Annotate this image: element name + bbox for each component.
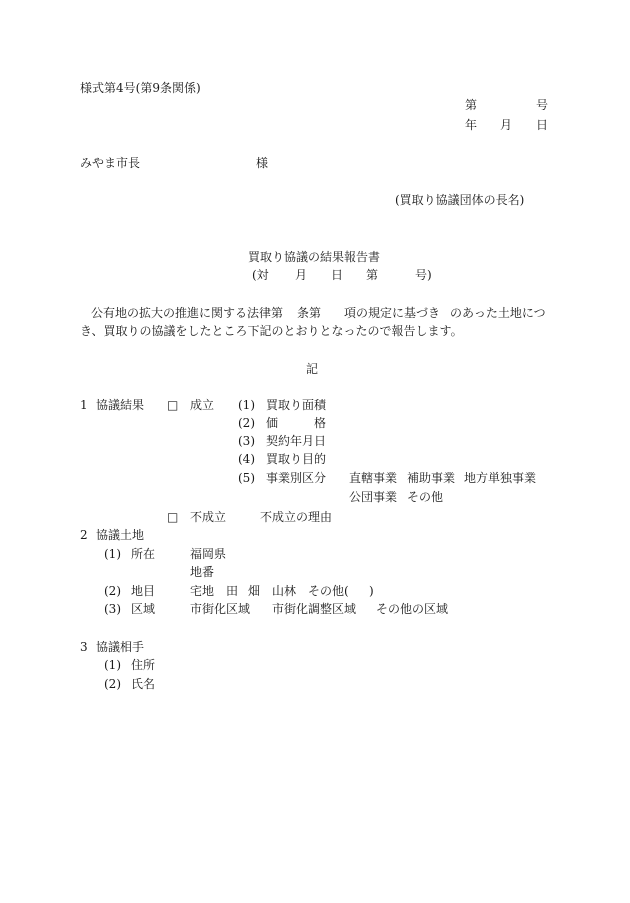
addressee-sama: 様 <box>256 156 269 170</box>
result-item-label-a: 価 <box>266 416 279 430</box>
category-chokkatsu: 直轄事業 <box>349 471 398 485</box>
location-num: (1) <box>104 547 121 561</box>
kuiki-label: 区域 <box>131 602 156 616</box>
location-chiban: 地番 <box>190 565 215 579</box>
fuseiritsu-label: 不成立 <box>190 510 227 524</box>
seiritsu-label: 成立 <box>190 398 215 412</box>
result-item-label-b: 格 <box>314 416 327 430</box>
result-item-label: 事業別区分 <box>266 471 327 485</box>
subtitle-day: 日 <box>331 268 344 282</box>
kuiki-shigaika: 市街化区域 <box>190 602 251 616</box>
doc-number-dai: 第 <box>465 98 478 112</box>
doc-date-year: 年 <box>465 118 478 132</box>
section1-label: 協議結果 <box>96 398 145 412</box>
kuiki-chosei: 市街化調整区域 <box>272 602 357 616</box>
result-item-num: (4) <box>238 452 255 466</box>
chimoku-label: 地目 <box>131 584 156 598</box>
seiritsu-checkbox: □ <box>167 398 179 412</box>
document-title: 買取り協議の結果報告書 <box>248 250 381 264</box>
chimoku-close-paren: ) <box>369 584 374 598</box>
aite-item-num: (2) <box>104 677 121 691</box>
chimoku-ta: 田 <box>226 584 239 598</box>
result-item-label: 買取り目的 <box>266 452 327 466</box>
result-item-num: (2) <box>238 416 255 430</box>
section3-num: 3 <box>80 640 88 654</box>
result-item-label: 買取り面積 <box>266 398 327 412</box>
form-id: 様式第4号(第9条関係) <box>80 81 201 95</box>
body-part-2: 条第 <box>297 306 322 320</box>
section2-num: 2 <box>80 528 88 542</box>
result-item-num: (3) <box>238 434 255 448</box>
body-part-3: 項の規定に基づき <box>344 306 441 320</box>
chimoku-sonota: その他( <box>308 584 349 598</box>
doc-date-day: 日 <box>536 118 549 132</box>
chimoku-sanrin: 山林 <box>272 584 297 598</box>
result-item-num: (1) <box>238 398 255 412</box>
subtitle-open: (対 <box>252 268 269 282</box>
category-kodan: 公団事業 <box>349 490 398 504</box>
doc-date-month: 月 <box>500 118 513 132</box>
location-pref: 福岡県 <box>190 547 227 561</box>
body-part-1: 公有地の拡大の推進に関する法律第 <box>91 306 284 320</box>
result-item-label: 契約年月日 <box>266 434 327 448</box>
aite-shimei: 氏名 <box>131 677 156 691</box>
body-part-4: のあった土地につ <box>450 306 546 320</box>
chimoku-hata: 畑 <box>248 584 261 598</box>
aite-item-num: (1) <box>104 658 121 672</box>
section2-label: 協議土地 <box>96 528 145 542</box>
ki-heading: 記 <box>306 362 319 376</box>
chimoku-num: (2) <box>104 584 121 598</box>
category-hojo: 補助事業 <box>407 471 456 485</box>
kuiki-sonota: その他の区域 <box>376 602 449 616</box>
section1-num: 1 <box>80 398 88 412</box>
subtitle-month: 月 <box>295 268 308 282</box>
category-chiho-tandoku: 地方単独事業 <box>464 471 537 485</box>
body-line-2: き、買取りの協議をしたところ下記のとおりとなったので報告します。 <box>80 324 463 338</box>
subtitle-dai: 第 <box>366 268 379 282</box>
category-sonota: その他 <box>407 490 444 504</box>
addressee-name: みやま市長 <box>80 156 141 170</box>
fuseiritsu-checkbox: □ <box>167 510 179 524</box>
subtitle-go: 号) <box>415 268 432 282</box>
kuiki-num: (3) <box>104 602 121 616</box>
doc-number-go: 号 <box>536 98 549 112</box>
result-item-num: (5) <box>238 471 255 485</box>
location-label: 所在 <box>131 547 156 561</box>
chimoku-takuchi: 宅地 <box>190 584 215 598</box>
aite-jusho: 住所 <box>131 658 156 672</box>
sender-name: (買取り協議団体の長名) <box>395 193 525 207</box>
section3-label: 協議相手 <box>96 640 145 654</box>
fuseiritsu-reason: 不成立の理由 <box>260 510 333 524</box>
